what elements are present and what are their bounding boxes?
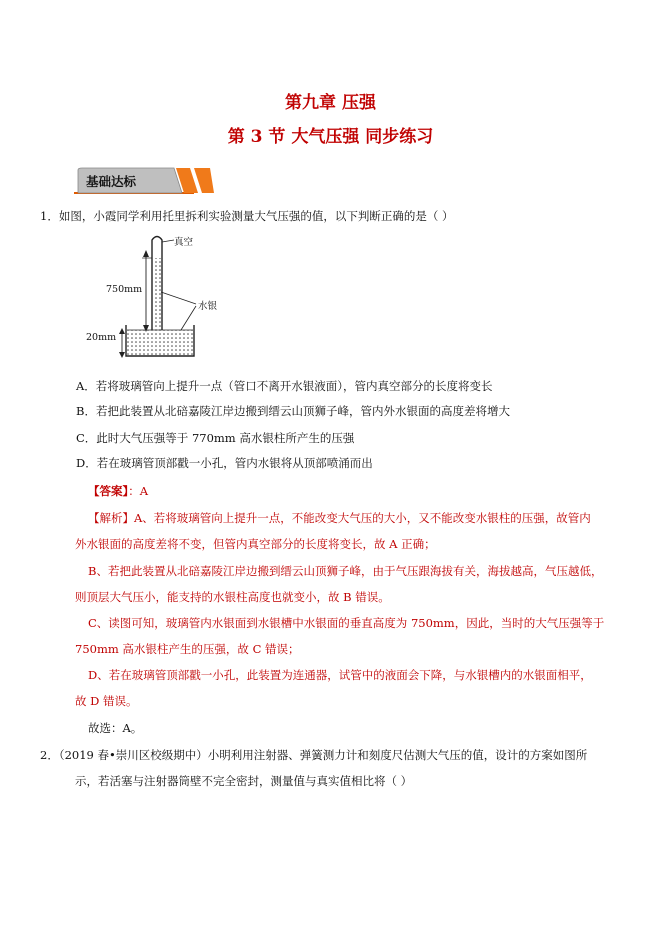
analysis-line: 则顶层大气压小，能支持的水银柱高度也就变小，故 B 错误。 — [75, 590, 390, 604]
q1-option-a: A．若将玻璃管向上提升一点（管口不离开水银液面），管内真空部分的长度将变长 — [76, 379, 493, 393]
label-vacuum: 真空 — [174, 237, 194, 248]
analysis-line: D、若在玻璃管顶部戳一小孔，此装置为连通器，试管中的液面会下降，与水银槽内的水银面相平， — [88, 668, 592, 682]
q1-conclusion: 故选：A。 — [88, 721, 143, 735]
q1-option-d: D．若在玻璃管顶部戳一小孔，管内水银将从顶部喷涌而出 — [76, 456, 373, 470]
analysis-line: 外水银面的高度差将不变，但管内真空部分的长度将变长，故 A 正确； — [75, 537, 436, 551]
section-title: 第 3 节 大气压强 同步练习 — [227, 127, 434, 147]
label-height-750: 750mm — [106, 284, 143, 295]
analysis-line: B、若把此装置从北碚嘉陵江岸边搬到缙云山顶狮子峰，由于气压跟海拔有关，海拔越高，气压越低， — [88, 564, 603, 578]
answer-value: ：A — [128, 484, 149, 498]
label-height-20: 20mm — [86, 332, 117, 343]
analysis-line: 【解析】A、若将玻璃管向上提升一点，不能改变大气压的大小，又不能改变水银柱的压强，故管内 — [88, 511, 591, 525]
analysis-line: 故 D 错误。 — [75, 694, 138, 708]
q2-stem-line: 示，若活塞与注射器筒壁不完全密封，测量值与真实值相比将（ ） — [75, 774, 413, 788]
q1-answer — [88, 483, 148, 499]
q1-stem: 1．如图，小霞同学利用托里拆利实验测量大气压强的值，以下判断正确的是（ ） — [40, 209, 454, 223]
q1-option-b: B．若把此装置从北碚嘉陵江岸边搬到缙云山顶狮子峰，管内外水银面的高度差将增大 — [76, 404, 510, 418]
analysis-line: 750mm 高水银柱产生的压强，故 C 错误； — [75, 642, 300, 656]
answer-label: 【答案】 — [88, 484, 129, 498]
q1-option-c: C．此时大气压强等于 770mm 高水银柱所产生的压强 — [76, 431, 355, 445]
banner-label: 基础达标 — [86, 174, 137, 189]
label-mercury: 水银 — [198, 301, 218, 312]
q2-stem-line: 2．（2019 春•崇川区校级期中）小明利用注射器、弹簧测力计和刻度尺估测大气压的值，设计的方案如图所 — [40, 748, 588, 762]
section-banner — [74, 166, 214, 196]
analysis-line: C、读图可知，玻璃管内水银面到水银槽中水银面的垂直高度为 750mm，因此，当时的大气压强等于 — [88, 616, 605, 630]
chapter-title: 第九章 压强 — [285, 93, 376, 113]
torricelli-figure — [86, 232, 226, 362]
